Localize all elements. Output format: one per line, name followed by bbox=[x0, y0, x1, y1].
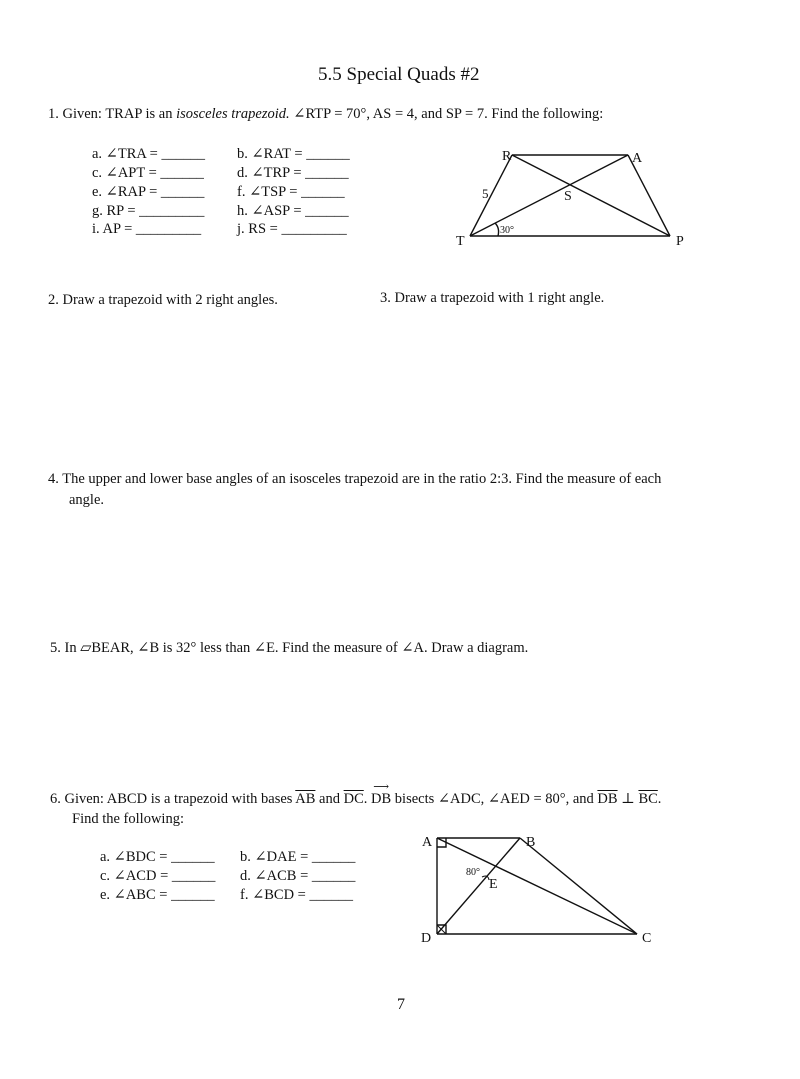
vertex-t-label: T bbox=[456, 234, 465, 249]
side-rt-length: 5 bbox=[482, 186, 489, 201]
q6-instruction: Find the following: bbox=[72, 811, 184, 827]
q1-item-h: h. ∠ASP = ______ bbox=[237, 203, 349, 219]
segment-rt bbox=[470, 155, 512, 236]
vertex-d-label: D bbox=[421, 931, 432, 946]
segment-bc-notation: $\overline{BC}$ bbox=[638, 791, 658, 807]
page-number: 7 bbox=[397, 996, 405, 1013]
q4-line1: 4. The upper and lower base angles of an isosceles trapezoid are in the ratio 2:3. Find the measure of each bbox=[48, 471, 662, 487]
q1-item-i: i. AP = _________ bbox=[92, 221, 202, 237]
segment-ab-notation: $\overline{AB}$ bbox=[295, 791, 316, 807]
angle-30-label: 30° bbox=[500, 225, 514, 236]
angle-80-label: 80° bbox=[466, 867, 480, 878]
q1-item-f: f. ∠TSP = ______ bbox=[237, 184, 345, 200]
vertex-r-label: R bbox=[502, 149, 512, 164]
q6-item-c: c. ∠ACD = ______ bbox=[100, 868, 216, 884]
vertex-a-label: A bbox=[632, 151, 643, 166]
trapezoid-trap-diagram bbox=[440, 140, 700, 260]
q2-text: 2. Draw a trapezoid with 2 right angles. bbox=[48, 292, 278, 308]
diagonal-db bbox=[437, 838, 520, 934]
ray-arrow-icon: ⟶ bbox=[373, 781, 389, 793]
vertex-a-label: A bbox=[422, 835, 433, 850]
q6-item-e: e. ∠ABC = ______ bbox=[100, 887, 215, 903]
q6-item-a: a. ∠BDC = ______ bbox=[100, 849, 215, 865]
q6-period: . bbox=[363, 791, 368, 807]
segment-db-notation: $\overline{DB}$ bbox=[597, 791, 618, 807]
q1-stem-italic: isosceles trapezoid. bbox=[176, 106, 290, 122]
vertex-p-label: P bbox=[676, 234, 684, 249]
q1-item-j: j. RS = _________ bbox=[237, 221, 347, 237]
q1-item-b: b. ∠RAT = ______ bbox=[237, 146, 350, 162]
q1-stem-rest: ∠RTP = 70°, AS = 4, and SP = 7. Find the following: bbox=[293, 106, 604, 122]
point-s-label: S bbox=[564, 189, 572, 204]
angle-arc-30 bbox=[495, 223, 499, 236]
segment-ap bbox=[628, 155, 670, 236]
vertex-b-label: B bbox=[526, 835, 536, 850]
q5-number: 5. In bbox=[50, 640, 77, 656]
page-title: 5.5 Special Quads #2 bbox=[318, 64, 480, 85]
diagonal-rp bbox=[512, 155, 670, 236]
q1-stem-given: Given: TRAP is an bbox=[62, 106, 173, 122]
q6-stem bbox=[50, 781, 662, 808]
q1-item-a: a. ∠TRA = ______ bbox=[92, 146, 205, 162]
q6-bisects: bisects ∠ADC, ∠AED = 80°, and bbox=[394, 791, 594, 807]
q1-item-c: c. ∠APT = ______ bbox=[92, 165, 204, 181]
diagonal-at bbox=[470, 155, 628, 236]
q1-stem bbox=[48, 106, 603, 123]
segment-dc-notation: $\overline{DC}$ bbox=[343, 791, 364, 807]
vertex-c-label: C bbox=[642, 931, 652, 946]
q6-and: and bbox=[319, 791, 340, 807]
q6-item-d: d. ∠ACB = ______ bbox=[240, 868, 356, 884]
q1-item-g: g. RP = _________ bbox=[92, 203, 205, 219]
q6-item-f: f. ∠BCD = ______ bbox=[240, 887, 353, 903]
q5-statement: BEAR, ∠B is 32° less than ∠E. Find the measure of ∠A. Draw a diagram. bbox=[91, 640, 529, 656]
q1-item-e: e. ∠RAP = ______ bbox=[92, 184, 205, 200]
perpendicular-symbol: ⊥ bbox=[621, 791, 635, 807]
trapezoid-abcd-diagram bbox=[410, 826, 670, 952]
q5-text bbox=[50, 640, 528, 657]
q6-given: 6. Given: ABCD is a trapezoid with bases bbox=[50, 791, 293, 807]
q6-end: . bbox=[657, 791, 662, 807]
q1-item-d: d. ∠TRP = ______ bbox=[237, 165, 349, 181]
ray-db-label: DB bbox=[371, 791, 392, 807]
ray-db-notation bbox=[371, 781, 392, 808]
parallelogram-symbol: ▱ bbox=[80, 640, 92, 656]
q6-item-b: b. ∠DAE = ______ bbox=[240, 849, 356, 865]
q4-line2: angle. bbox=[69, 492, 105, 508]
point-e-label: E bbox=[489, 877, 498, 892]
q3-text: 3. Draw a trapezoid with 1 right angle. bbox=[380, 290, 605, 306]
q1-stem-start: 1. bbox=[48, 106, 59, 122]
